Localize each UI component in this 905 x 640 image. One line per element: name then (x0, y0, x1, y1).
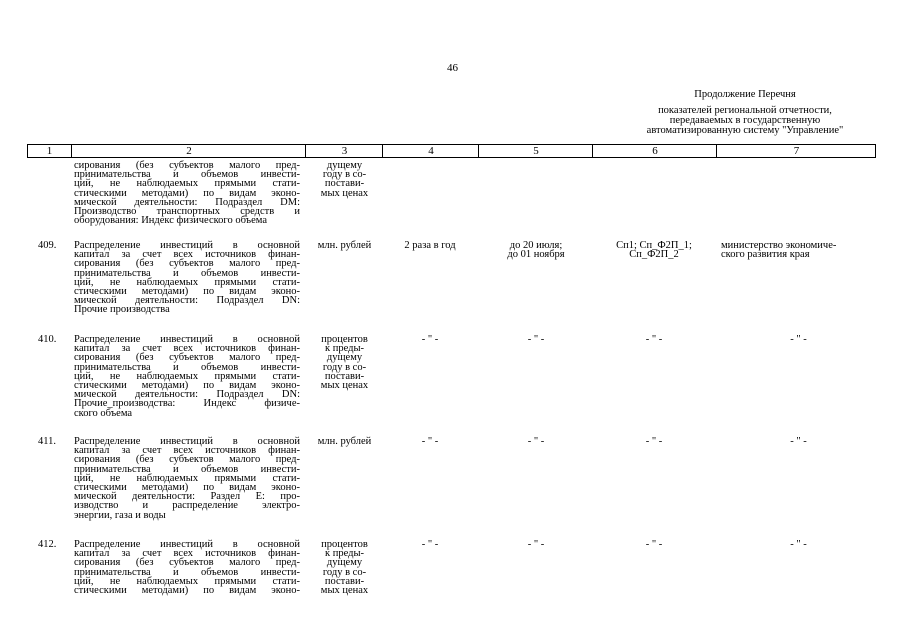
continuation-title: Продолжение Перечня (694, 89, 796, 100)
row-period: 2 раза в год (404, 240, 456, 251)
row-name: сирования (без субъектов малого пред- принимательства и объемов инвести- ций, не наблюдаемых прямыми стати- стическими методами) по видам эконо- мической деятельности: Подраздел DM: Производство транспортных средств и оборудования: Индекс физического объема (74, 160, 300, 227)
row-number: 409. (38, 240, 57, 251)
table-header-row (27, 144, 876, 158)
header-cell-2: 2 (71, 145, 306, 157)
row-number: 410. (38, 334, 57, 345)
row-unit: млн. рублей (317, 436, 372, 447)
header-cell-1: 1 (46, 145, 53, 157)
row-name: Распределение инвестиций в основной капитал за счет всех источников финан- сирования (без субъектов малого пред- принимательства и объемов инвести- ций, не наблюдаемых прямыми стати- стическими методами) по видам эконо- мической деятельности: Подраздел DN: Прочие производства (74, 240, 300, 316)
continuation-line: передаваемых в государственную (669, 115, 821, 126)
row-period: - " - (421, 334, 439, 345)
row-form: Сп1; Сп_Ф2П_1; Сп_Ф2П_2 (616, 240, 692, 261)
continuation-line: автоматизированную систему "Управление" (646, 125, 844, 136)
row-ministry: министерство экономиче- ского развития края (721, 240, 837, 261)
row-unit: процентов к преды- дущему году в со- постави- мых ценах (320, 539, 369, 597)
continuation-caption (610, 90, 880, 136)
header-cell-3: 3 (305, 145, 383, 157)
header-cell-5: 5 (478, 145, 593, 157)
row-ministry: - " - (790, 436, 807, 447)
row-form: - " - (645, 334, 663, 345)
row-period: - " - (421, 539, 439, 550)
row-form: - " - (645, 539, 663, 550)
row-number: 412. (38, 539, 57, 550)
header-cell-7: 7 (716, 145, 876, 157)
row-number: 411. (38, 436, 56, 447)
header-cell-4: 4 (382, 145, 479, 157)
row-form: - " - (645, 436, 663, 447)
row-due-date: - " - (527, 539, 545, 550)
row-ministry: - " - (790, 539, 807, 550)
row-due-date: до 20 июля; до 01 ноября (507, 240, 565, 261)
row-due-date: - " - (527, 436, 545, 447)
row-unit: дущему году в со- постави- мых ценах (320, 160, 369, 199)
row-unit: процентов к преды- дущему году в со- постави- мых ценах (320, 334, 369, 392)
row-unit: млн. рублей (317, 240, 372, 251)
row-name: Распределение инвестиций в основной капитал за счет всех источников финан- сирования (без субъектов малого пред- принимательства и объемов инвести- ций, не наблюдаемых прямыми стати- стическими методами) по видам эконо- (74, 539, 300, 597)
row-name: Распределение инвестиций в основной капитал за счет всех источников финан- сирования (без субъектов малого пред- принимательства и объемов инвести- ций, не наблюдаемых прямыми стати- стическими методами) по видам эконо- мической деятельности: Раздел Е: про- изводство и распределение электро- энергии, газа и воды (74, 436, 300, 521)
header-cell-6: 6 (592, 145, 717, 157)
continuation-line: показателей региональной отчетности, (658, 105, 832, 116)
row-period: - " - (421, 436, 439, 447)
page-number: 46 (447, 62, 458, 74)
row-due-date: - " - (527, 334, 545, 345)
row-name: Распределение инвестиций в основной капитал за счет всех источников финан- сирования (без субъектов малого пред- принимательства и объемов инвести- ций, не наблюдаемых прямыми стати- стическими методами) по видам эконо- мической деятельности: Подраздел DN: Прочие_производства: Индекс физиче- ского объема (74, 334, 300, 419)
row-ministry: - " - (790, 334, 807, 345)
